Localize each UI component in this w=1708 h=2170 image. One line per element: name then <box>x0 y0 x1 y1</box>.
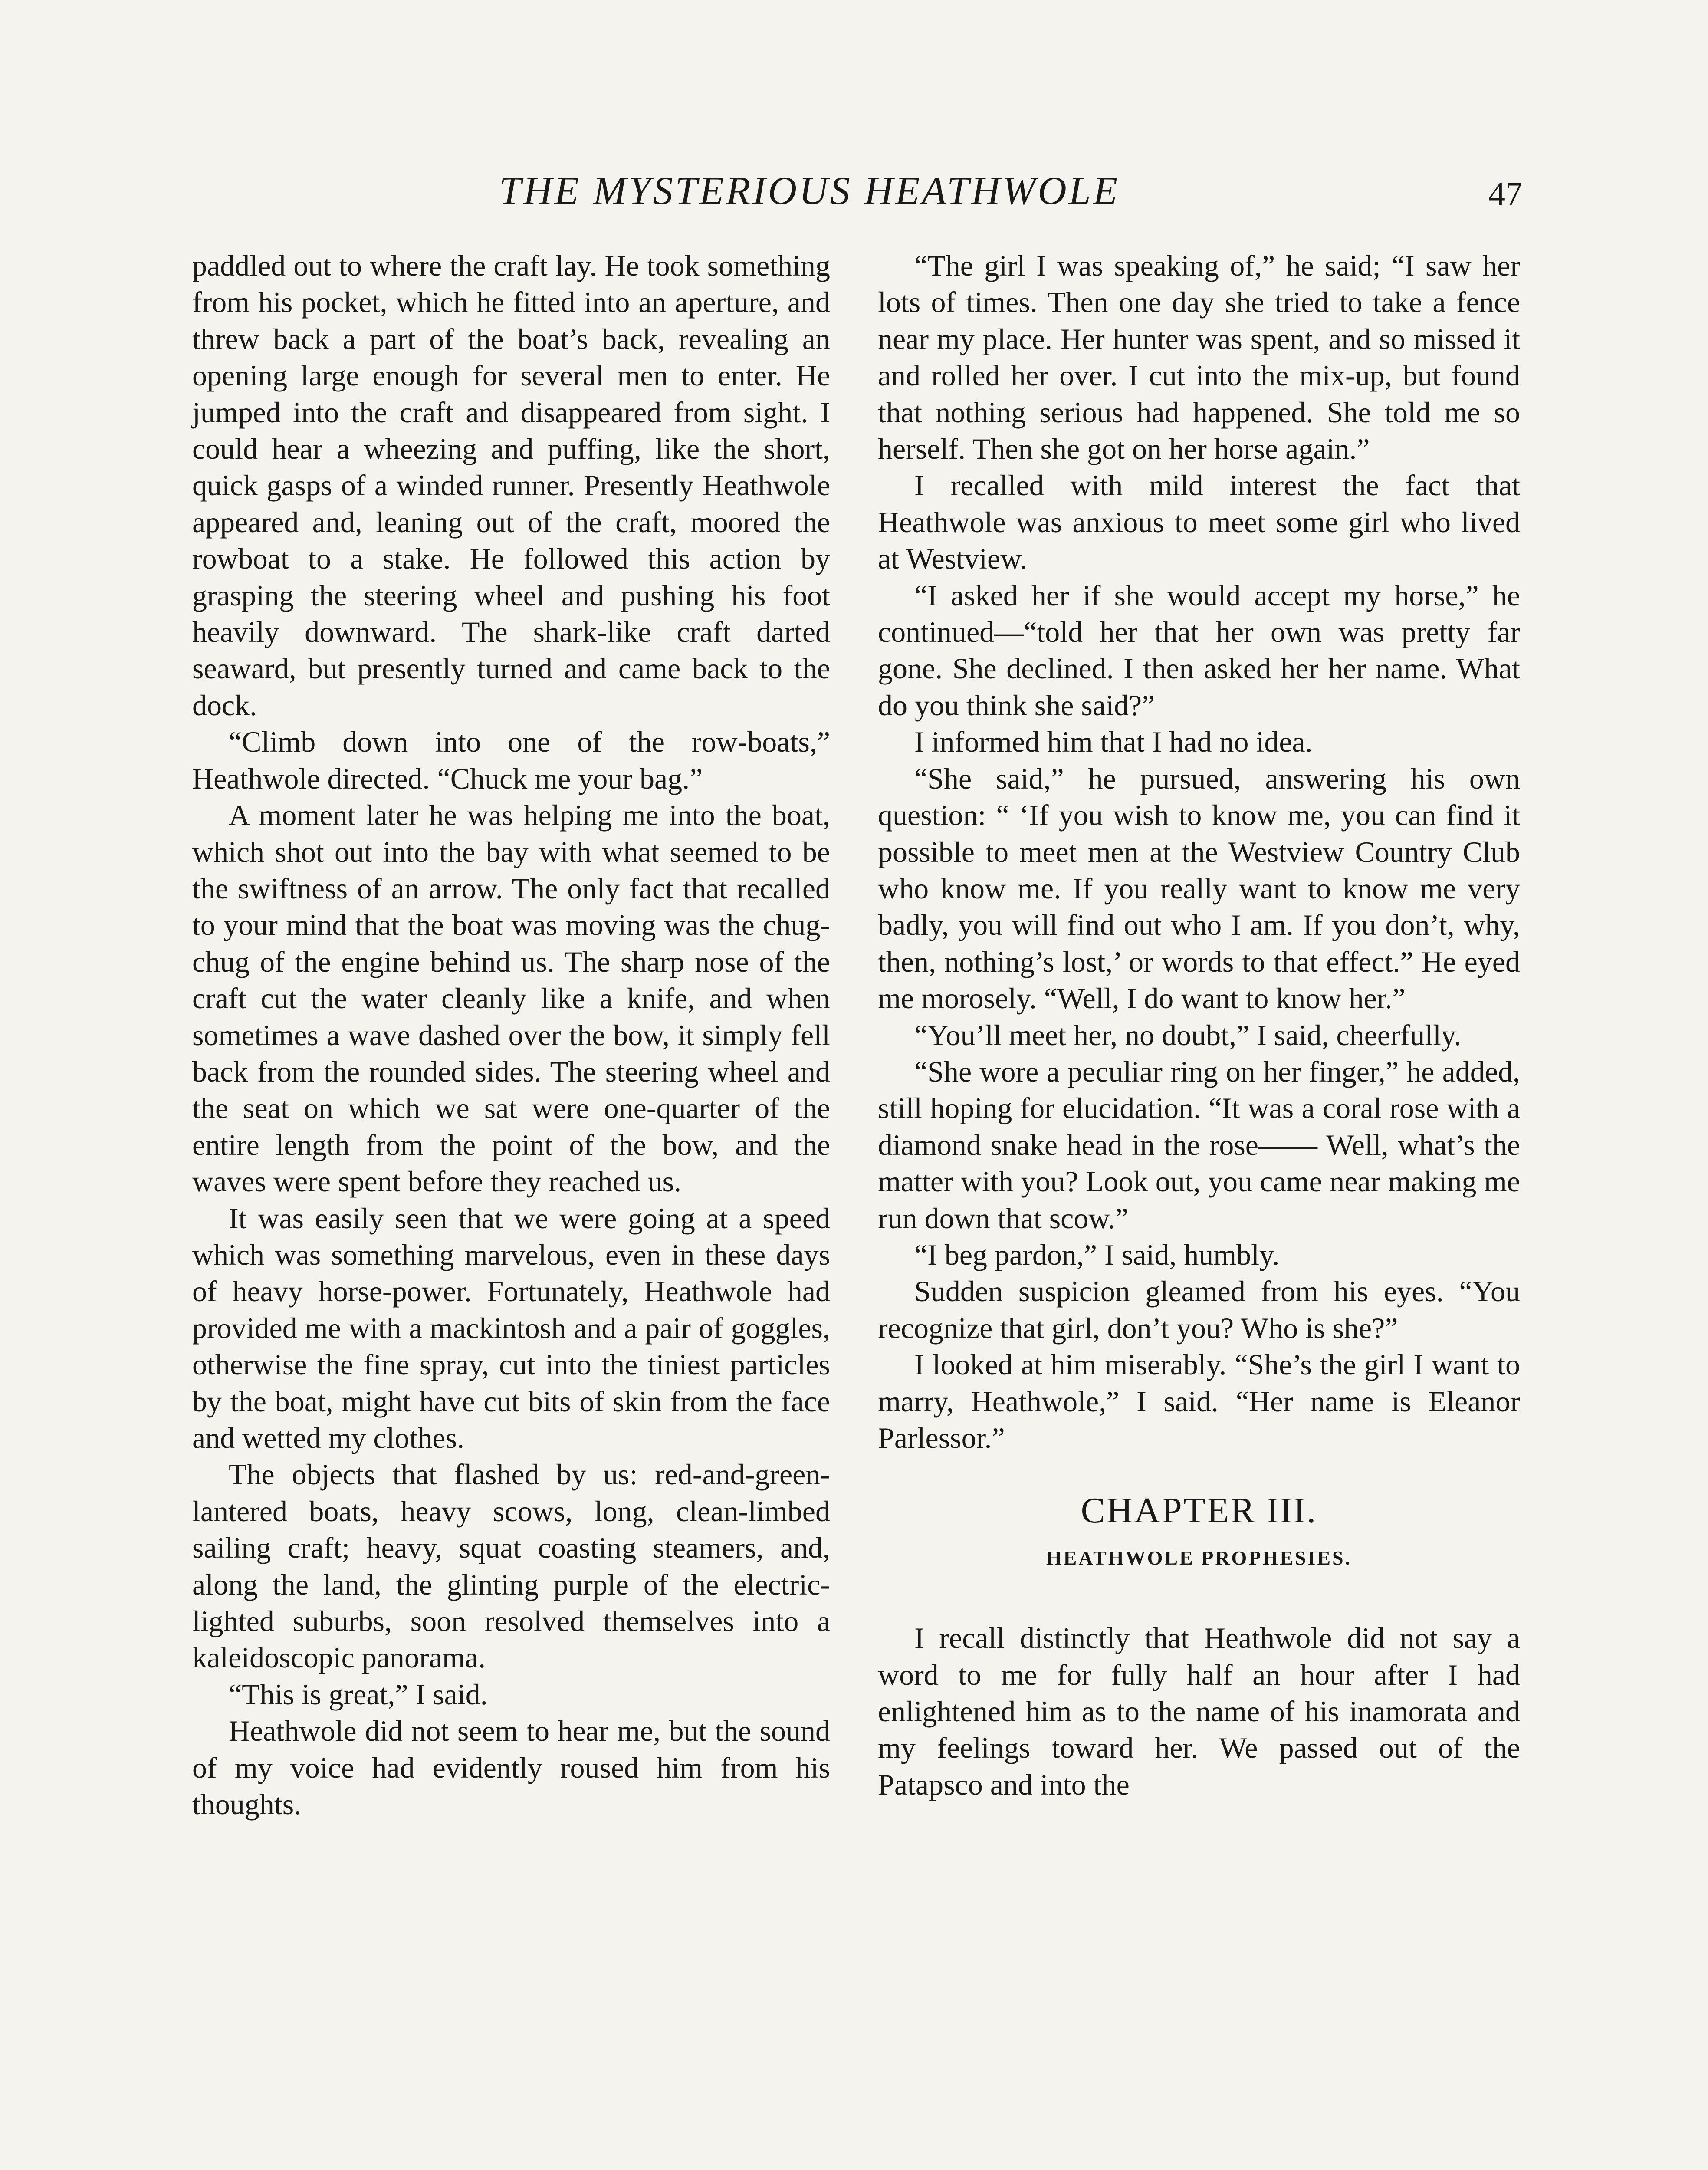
page-number: 47 <box>1488 175 1522 213</box>
paragraph: It was easily seen that we were going at a speed which was something marvelous, even in these days of heavy horse-power. Fortunately, Heathwole had provided me with a mackintosh and a pair of goggles, otherwise the fine spray, cut into the tiniest particles by the boat, might have cut bits of skin from the face and wetted my clothes. <box>192 1201 830 1454</box>
paragraph: I looked at him miserably. “She’s the girl I want to marry, Heathwole,” I said. “Her name is Eleanor Parlessor.” <box>878 1348 1520 1454</box>
paragraph: A moment later he was helping me into the boat, which shot out into the bay with what seemed to be the swiftness of an arrow. The only fact that recalled to your mind that the boat was moving was the chug-chug of the engine behind us. The sharp nose of the craft cut the water cleanly like a knife, and when sometimes a wave dashed over the bow, it simply fell back from the rounded sides. The steering wheel and the seat on which we sat were one-quarter of the entire length from the point of the bow, and the waves were spent before they reached us. <box>192 799 830 1198</box>
paragraph: “I asked her if she would accept my horse,” he continued—“told her that her own was pretty far gone. She declined. I then asked her her name. What do you think she said?” <box>878 579 1520 722</box>
paragraph: I informed him that I had no idea. <box>914 725 1313 759</box>
paragraph: I recall distinctly that Heathwole did not say a word to me for fully half an hour after I had enlightened him as to the name of his inamorata and my feelings toward her. We passed out of the Patapsco and into the <box>878 1621 1520 1801</box>
paragraph: “I beg pardon,” I said, humbly. <box>914 1238 1280 1271</box>
paragraph: “She wore a peculiar ring on her finger,” he added, still hoping for elucidation. “It was a coral rose with a diamond snake head in the rose—— Well, what’s the matter with you? Look out, you came near making me run down that scow.” <box>878 1055 1520 1235</box>
paragraph: Sudden suspicion gleamed from his eyes. “You recognize that girl, don’t you? Who is she?” <box>878 1275 1520 1345</box>
right-column <box>878 247 1520 1803</box>
paragraph: “She said,” he pursued, answering his own question: “ ‘If you wish to know me, you can find it possible to meet men at the Westview Country Club who know me. If you really want to know me very badly, you will find out who I am. If you don’t, why, then, nothing’s lost,’ or words to that effect.” He eyed me morosely. “Well, I do want to know her.” <box>878 762 1520 1015</box>
paragraph: “Climb down into one of the row-boats,” Heathwole directed. “Chuck me your bag.” <box>192 725 830 795</box>
left-column <box>192 247 830 1822</box>
paragraph: Heathwole did not seem to hear me, but the sound of my voice had evidently roused him from his thoughts. <box>192 1714 830 1821</box>
paragraph: I recalled with mild interest the fact that Heathwole was anxious to meet some girl who lived at Westview. <box>878 469 1520 575</box>
chapter-heading: CHAPTER III. <box>1081 1490 1317 1531</box>
paragraph: “The girl I was speaking of,” he said; “I saw her lots of times. Then one day she tried to take a fence near my place. Her hunter was spent, and so missed it and rolled her over. I cut into the mix-up, but found that nothing serious had happened. She told me so herself. Then she got on her horse again.” <box>878 249 1520 466</box>
paragraph: “You’ll meet her, no doubt,” I said, cheerfully. <box>914 1018 1462 1052</box>
paragraph: The objects that flashed by us: red-and-green-lantered boats, heavy scows, long, clean-limbed sailing craft; heavy, squat coasting steamers, and, along the land, the glinting purple of the electric-lighted suburbs, soon resolved themselves into a kaleidoscopic panorama. <box>192 1458 830 1674</box>
running-header-title: THE MYSTERIOUS HEATHWOLE <box>499 168 1120 213</box>
chapter-subtitle: HEATHWOLE PROPHESIES. <box>1046 1546 1352 1569</box>
paragraph: “This is great,” I said. <box>229 1677 488 1711</box>
paragraph: paddled out to where the craft lay. He took something from his pocket, which he fitted into an aperture, and threw back a part of the boat’s back, revealing an opening large enough for several men to enter. He jumped into the craft and disappeared from sight. I could hear a wheezing and puffing, like the short, quick gasps of a winded runner. Presently Heathwole appeared and, leaning out of the craft, moored the rowboat to a stake. He followed this action by grasping the steering wheel and pushing his foot heavily downward. The shark-like craft darted seaward, but presently turned and came back to the dock. <box>192 249 830 722</box>
